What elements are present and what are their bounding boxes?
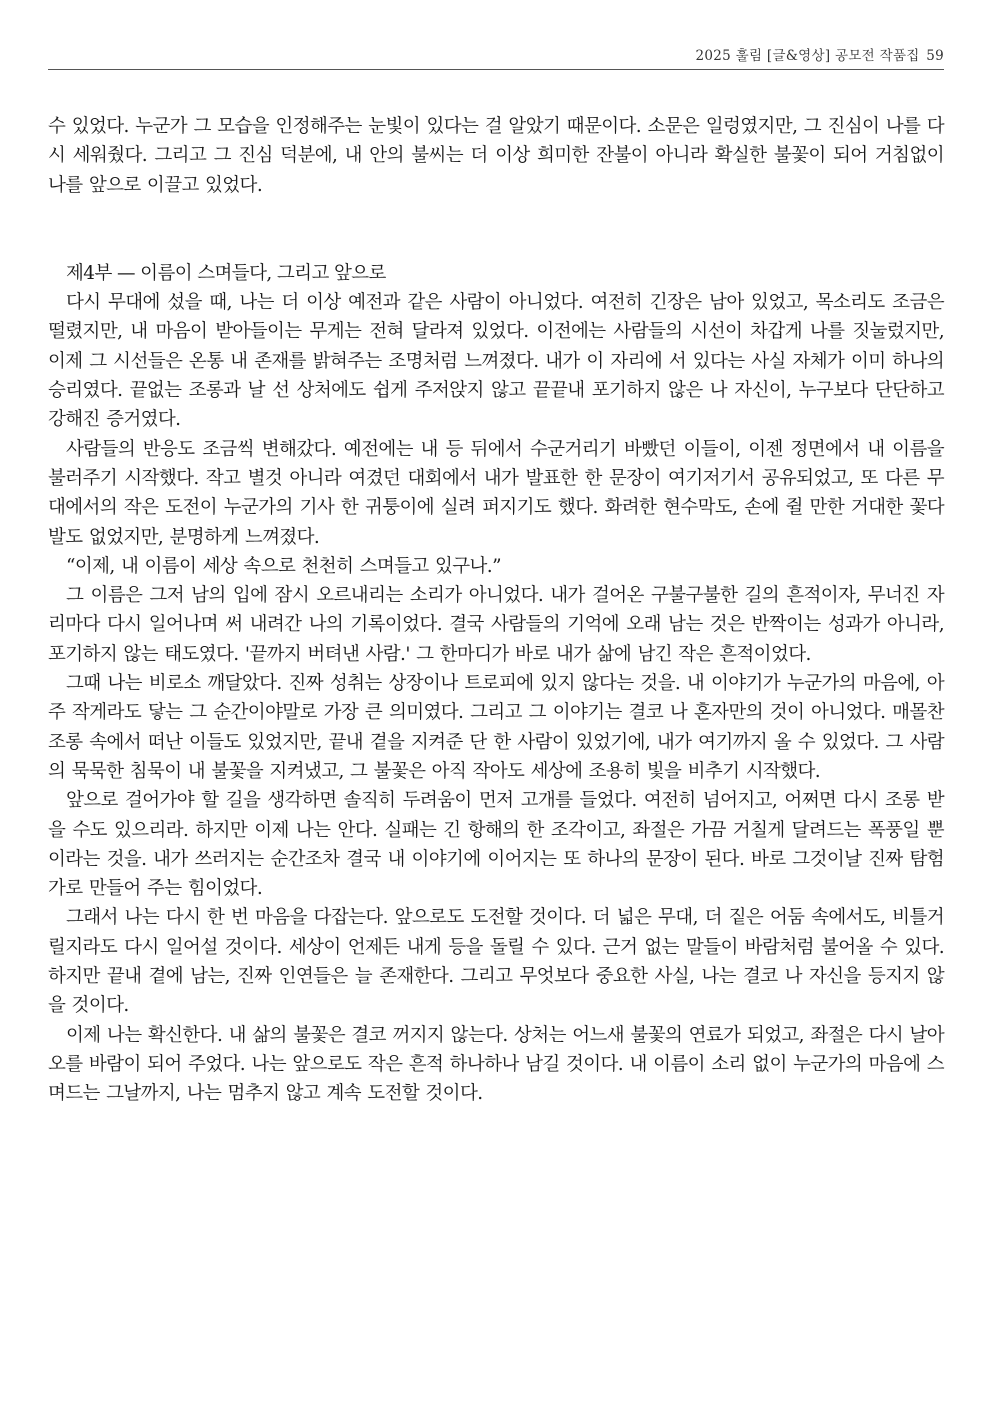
paragraph: 앞으로 걸어가야 할 길을 생각하면 솔직히 두려움이 먼저 고개를 들었다. 여전히 넘어지고, 어쩌면 다시 조롱 받을 수도 있으리라. 하지만 이제 나는 안다. 실패는 긴 항해의 한 조각이고, 좌절은 가끔 거칠게 달려드는 폭풍일 뿐이라는 것을. 내가 쓰러지는 순간조차 결국 내 이야기에 이어지는 또 하나의 문장이 된다. 바로 그것이날 진짜 탐험가로 만들어 주는 힘이었다. bbox=[48, 790, 944, 900]
paragraph: 그 이름은 그저 남의 입에 잠시 오르내리는 소리가 아니었다. 내가 걸어온 구불구불한 길의 흔적이자, 무너진 자리마다 다시 일어나며 써 내려간 나의 기록이었다. 결국 사람들의 기억에 오래 남는 것은 반짝이는 성과가 아니라, 포기하지 않는 태도였다. '끝까지 버텨낸 사람.' 그 한마디가 바로 내가 삶에 남긴 작은 흔적이었다. bbox=[48, 585, 944, 665]
running-title: 2025 훌림 [글&영상] 공모전 작품집 bbox=[695, 48, 920, 64]
paragraph: 사람들의 반응도 조금씩 변해갔다. 예전에는 내 등 뒤에서 수군거리기 바빴던 이들이, 이젠 정면에서 내 이름을 불러주기 시작했다. 작고 별것 아니라 여겼던 대회에서 내가 발표한 한 문장이 여기저기서 공유되었고, 또 다른 무대에서의 작은 도전이 누군가의 기사 한 귀퉁이에 실려 퍼지기도 했다. 화려한 현수막도, 손에 쥘 만한 거대한 꽃다발도 없었지만, 분명하게 느껴졌다. bbox=[48, 438, 944, 548]
paragraph: 이제 나는 확신한다. 내 삶의 불꽃은 결코 꺼지지 않는다. 상처는 어느새 불꽃의 연료가 되었고, 좌절은 다시 날아오를 바람이 되어 주었다. 나는 앞으로도 작은 흔적 하나하나 남길 것이다. 내 이름이 소리 없이 누군가의 마음에 스며드는 그날까지, 나는 멈추지 않고 계속 도전할 것이다. bbox=[48, 1024, 944, 1105]
quote-paragraph: “이제, 내 이름이 세상 속으로 천천히 스며들고 있구나.” bbox=[66, 555, 501, 577]
section-spacer bbox=[48, 200, 944, 259]
opening-paragraph: 수 있었다. 누군가 그 모습을 인정해주는 눈빛이 있다는 걸 알았기 때문이다. 소문은 일렁였지만, 그 진심이 나를 다시 세워줬다. 그리고 그 진심 덕분에, 내 안의 불씨는 더 이상 희미한 잔불이 아니라 확실한 불꽃이 되어 거침없이 나를 앞으로 이끌고 있었다. bbox=[48, 116, 944, 196]
page-body bbox=[48, 112, 944, 1109]
paragraph: 그래서 나는 다시 한 번 마음을 다잡는다. 앞으로도 도전할 것이다. 더 넓은 무대, 더 짙은 어둠 속에서도, 비틀거릴지라도 다시 일어설 것이다. 세상이 언제든 내게 등을 돌릴 수 있다. 근거 없는 말들이 바람처럼 불어올 수 있다. 하지만 끝내 곁에 남는, 진짜 인연들은 늘 존재한다. 그리고 무엇보다 중요한 사실, 나는 결코 나 자신을 등지지 않을 것이다. bbox=[48, 907, 944, 1017]
paragraph: 그때 나는 비로소 깨달았다. 진짜 성취는 상장이나 트로피에 있지 않다는 것을. 내 이야기가 누군가의 마음에, 아주 작게라도 닿는 그 순간이야말로 가장 큰 의미였다. 그리고 그 이야기는 결코 나 혼자만의 것이 아니었다. 매몰찬 조롱 속에서 떠난 이들도 있었지만, 끝내 곁을 지켜준 단 한 사람이 있었기에, 내가 여기까지 올 수 있었다. 그 사람의 묵묵한 침묵이 내 불꽃을 지켜냈고, 그 불꽃은 아직 작아도 세상에 조용히 빛을 비추기 시작했다. bbox=[48, 673, 944, 782]
paragraph: 다시 무대에 섰을 때, 나는 더 이상 예전과 같은 사람이 아니었다. 여전히 긴장은 남아 있었고, 목소리도 조금은 떨렸지만, 내 마음이 받아들이는 무게는 전혀 달라져 있었다. 이전에는 사람들의 시선이 차갑게 나를 짓눌렀지만, 이제 그 시선들은 온통 내 존재를 밝혀주는 조명처럼 느껴졌다. 내가 이 자리에 서 있다는 사실 자체가 이미 하나의 승리였다. 끝없는 조롱과 날 선 상처에도 쉽게 주저앉지 않고 끝끝내 포기하지 않은 나 자신이, 누구보다 단단하고 강해진 증거였다. bbox=[48, 292, 944, 431]
page-number: 59 bbox=[926, 48, 944, 64]
running-header bbox=[48, 44, 944, 70]
section-title: 제4부 — 이름이 스며들다, 그리고 앞으로 bbox=[66, 262, 386, 284]
